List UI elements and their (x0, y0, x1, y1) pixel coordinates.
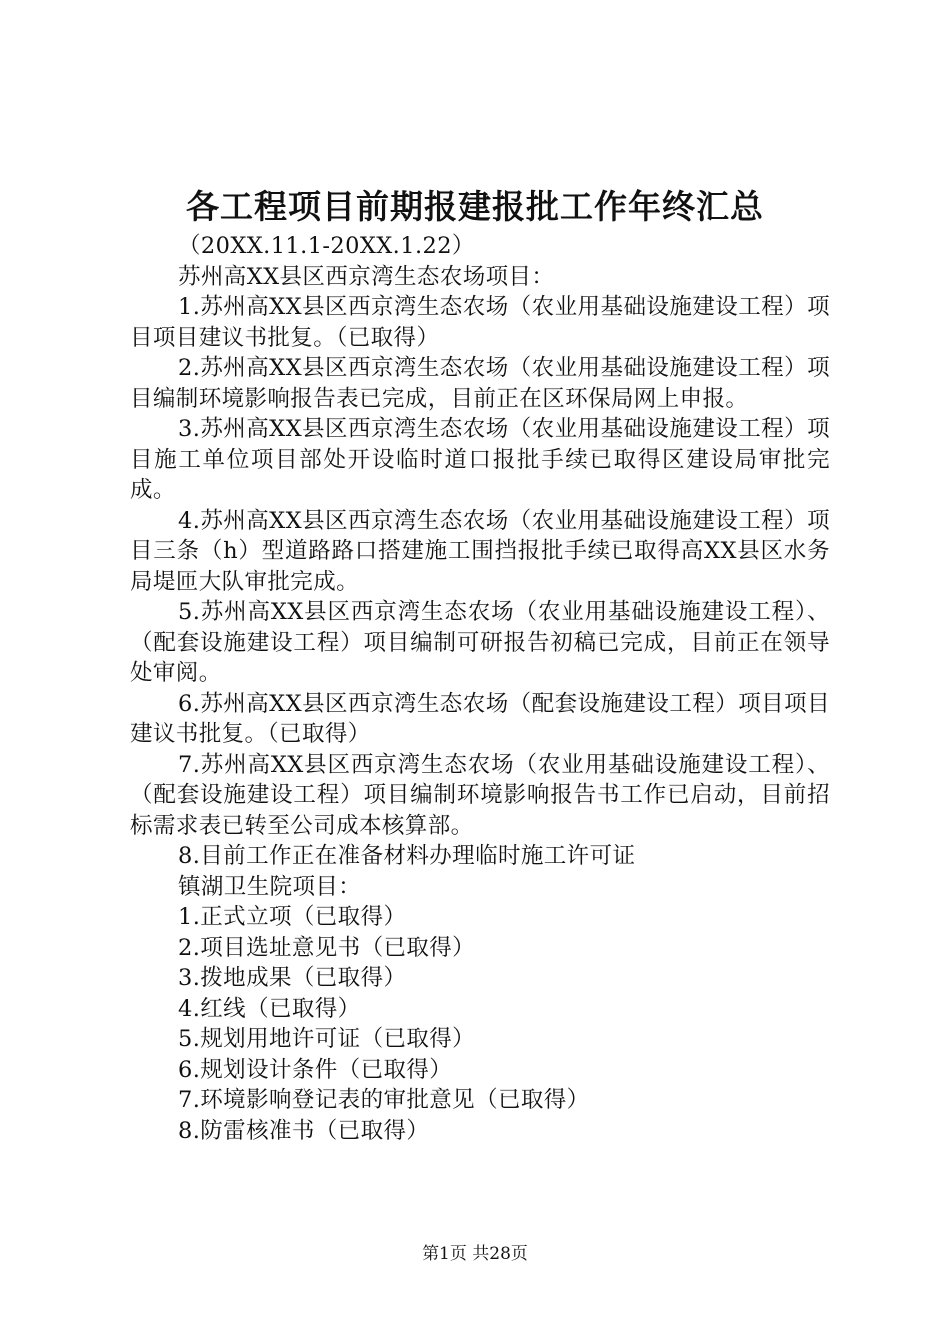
list-item: 2.项目选址意见书（已取得） (178, 934, 476, 961)
date-range: （20XX.11.1-20XX.1.22） (178, 233, 475, 259)
list-item: 7.环境影响登记表的审批意见（已取得） (178, 1087, 590, 1113)
paragraph-item: 5.苏州高XX县区西京湾生态农场（农业用基础设施建设工程）、（配套设施建设工程）项目编制可研报告初稿已完成，目前正在领导处审阅。 (130, 599, 830, 686)
paragraph-item: 4.苏州高XX县区西京湾生态农场（农业用基础设施建设工程）项目三条（h）型道路路口搭建施工围挡报批手续已取得高XX县区水务局堤匝大队审批完成。 (130, 507, 830, 595)
paragraph-item: 7.苏州高XX县区西京湾生态农场（农业用基础设施建设工程）、（配套设施建设工程）项目编制环境影响报告书工作已启动，目前招标需求表已转至公司成本核算部。 (130, 751, 830, 839)
paragraph-item: 6.苏州高XX县区西京湾生态农场（配套设施建设工程）项目项目建议书批复。（已取得） (130, 690, 830, 747)
document-title: 各工程项目前期报建报批工作年终汇总 (186, 187, 764, 226)
list-item: 3.拨地成果（已取得） (178, 965, 407, 991)
list-item: 5.规划用地许可证（已取得） (178, 1026, 476, 1052)
list-item: 6.规划设计条件（已取得） (178, 1056, 453, 1083)
paragraph-item: 3.苏州高XX县区西京湾生态农场（农业用基础设施建设工程）项目施工单位项目部处开设临时道口报批手续已取得区建设局审批完成。 (130, 416, 830, 503)
list-item: 8.防雷核准书（已取得） (178, 1117, 430, 1144)
paragraph-item: 8.目前工作正在准备材料办理临时施工许可证 (178, 843, 636, 869)
list-item: 4.红线（已取得） (178, 995, 361, 1022)
document-body (130, 231, 830, 1146)
list-item: 1.正式立项（已取得） (178, 904, 407, 930)
section-heading-suzhou: 苏州高XX县区西京湾生态农场项目： (178, 263, 555, 290)
paragraph-item: 2.苏州高XX县区西京湾生态农场（农业用基础设施建设工程）项目编制环境影响报告表已完成，目前正在区环保局网上申报。 (130, 355, 830, 412)
section-heading-zhenhu: 镇湖卫生院项目： (178, 873, 362, 900)
paragraph-item: 1.苏州高XX县区西京湾生态农场（农业用基础设施建设工程）项目项目建议书批复。（已取得） (130, 294, 830, 351)
page-footer: 第1页 共28页 (422, 1244, 528, 1264)
